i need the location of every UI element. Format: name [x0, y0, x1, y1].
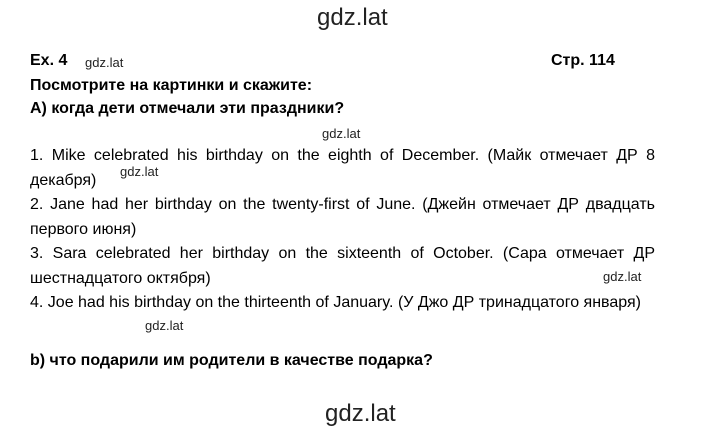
- question-b: b) что подарили им родители в качестве подарка?: [30, 352, 433, 369]
- answer-item-2: 2. Jane had her birthday on the twenty-first of June. (Джейн отмечает ДР двадцать первого июня): [30, 196, 655, 238]
- answers-list: [30, 144, 655, 316]
- watermark-above-list: gdz.lat: [322, 126, 361, 141]
- watermark-right: gdz.lat: [603, 269, 642, 284]
- watermark-below-list: gdz.lat: [145, 318, 184, 333]
- instruction: Посмотрите на картинки и скажите:: [30, 77, 313, 94]
- page-number: Стр. 114: [551, 52, 615, 69]
- question-a: А) когда дети отмечали эти праздники?: [30, 100, 345, 117]
- watermark-top: gdz.lat: [317, 4, 388, 31]
- watermark-bottom: gdz.lat: [325, 400, 396, 427]
- answer-item-4: 4. Joe had his birthday on the thirteenth of January. (У Джо ДР тринадцатого января): [30, 294, 641, 311]
- exercise-number: Ex. 4: [30, 52, 68, 69]
- answer-item-1: 1. Mike celebrated his birthday on the eighth of December. (Майк отмечает ДР 8 декабря): [30, 147, 655, 189]
- answer-item-3: 3. Sara celebrated her birthday on the sixteenth of October. (Сара отмечает ДР шестнадцатого октября): [30, 245, 655, 287]
- watermark-header: gdz.lat: [85, 55, 124, 70]
- watermark-inline: gdz.lat: [120, 164, 159, 179]
